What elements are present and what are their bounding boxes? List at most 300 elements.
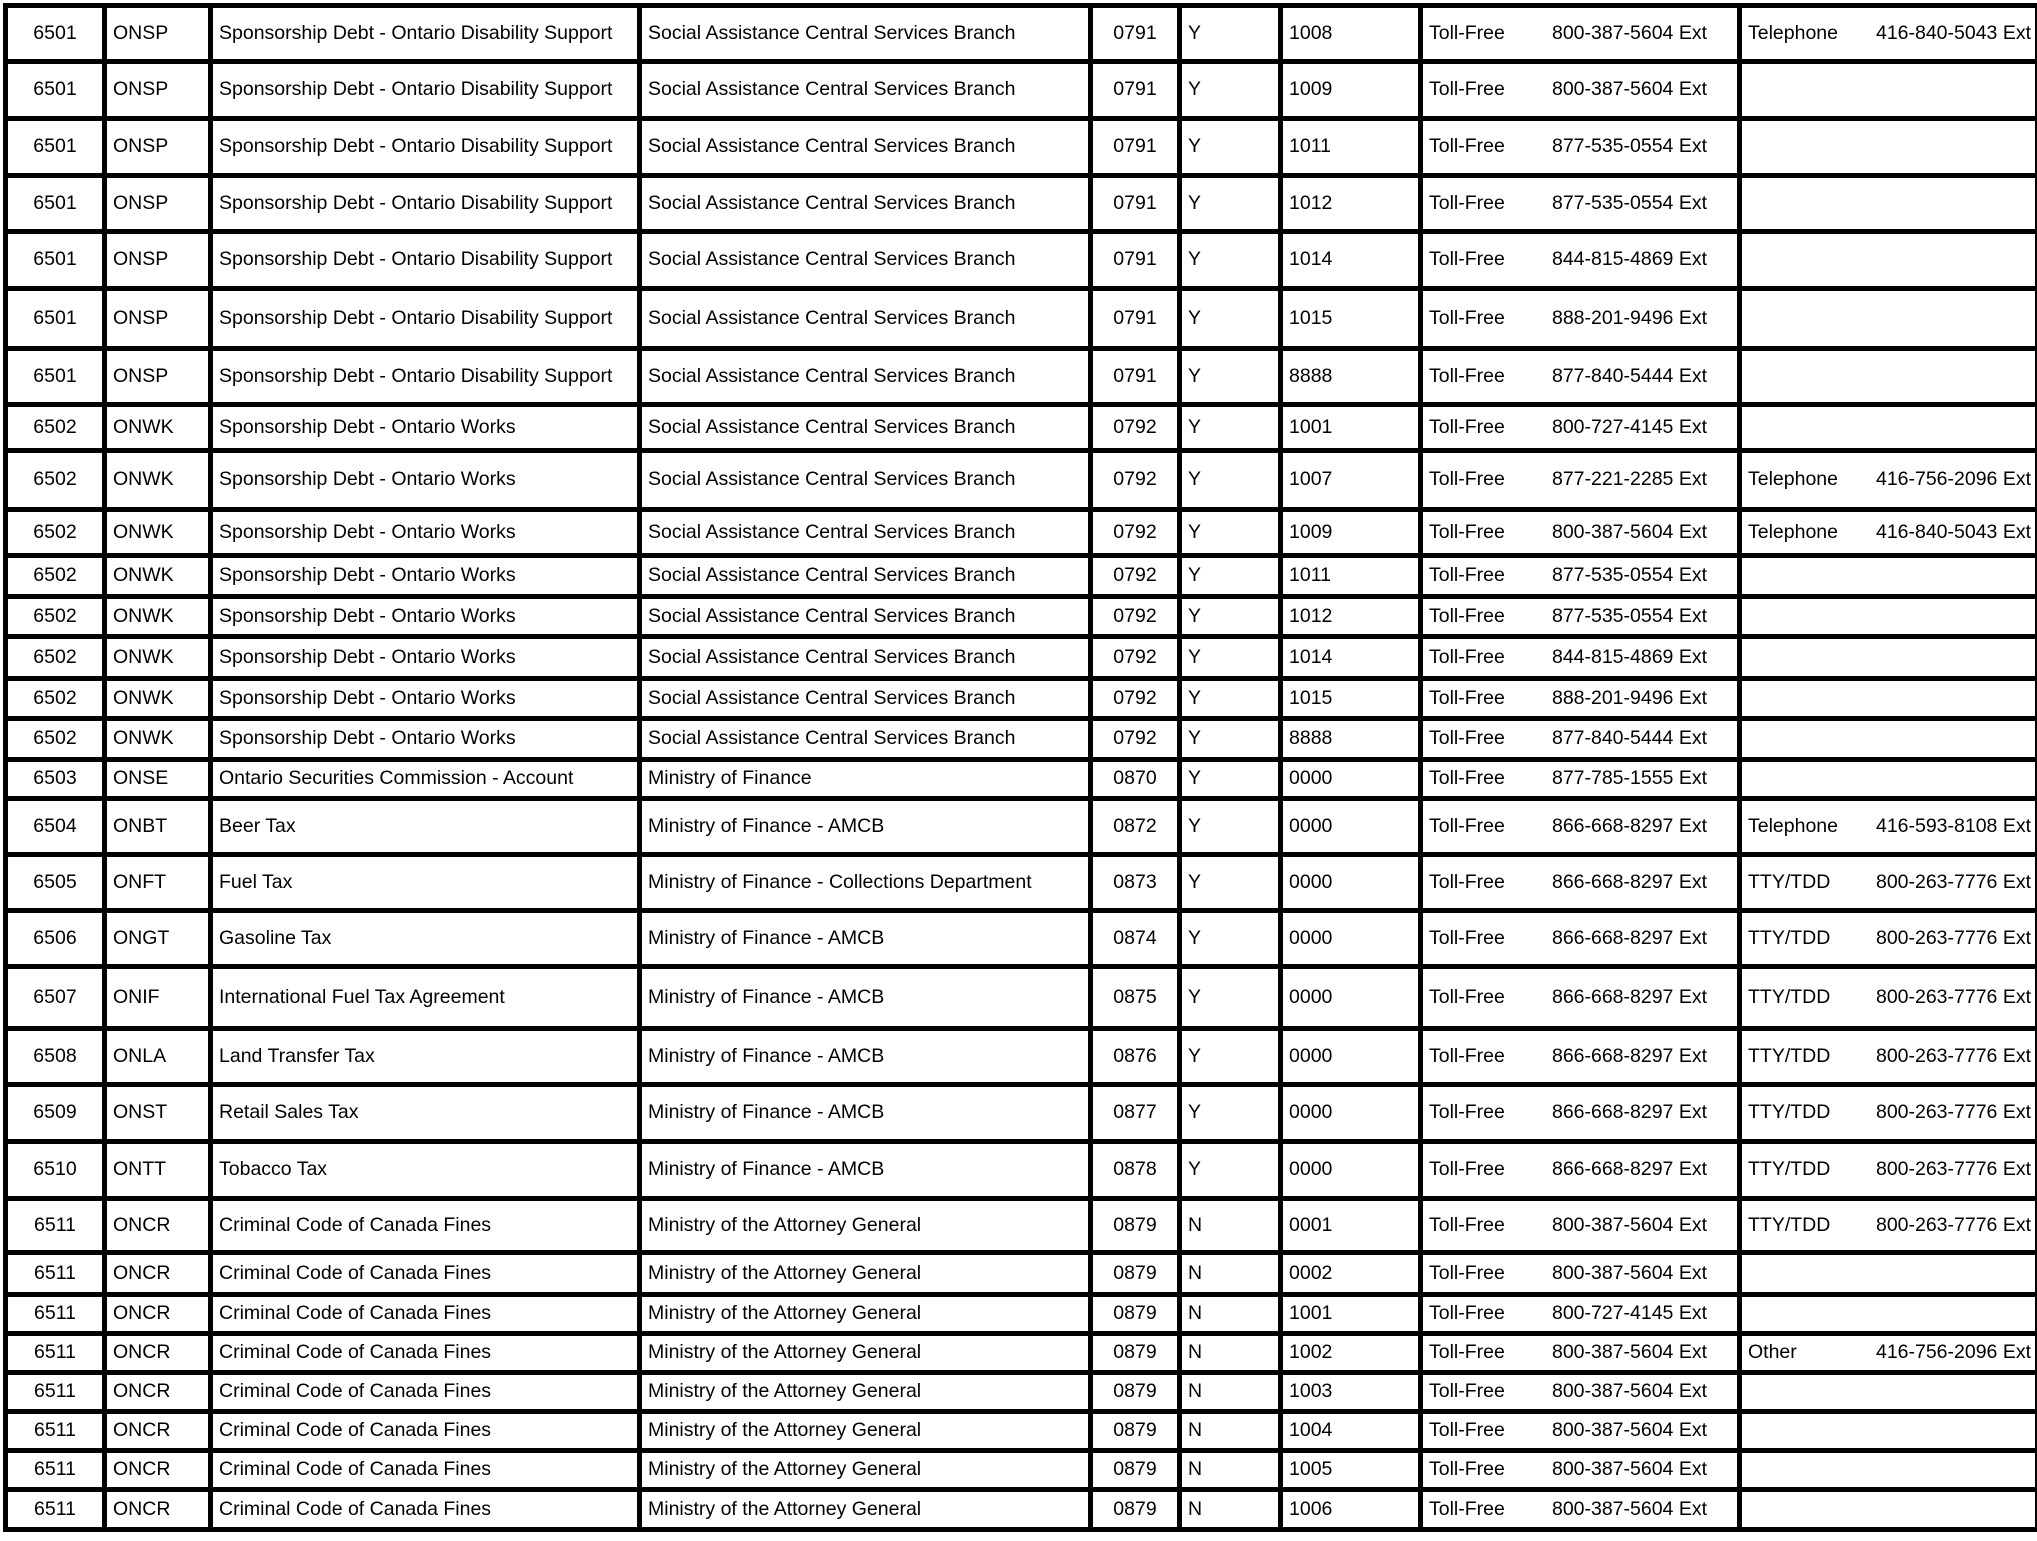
table-row (6, 176, 2037, 232)
table-row (6, 1490, 2037, 1530)
cell-primary-phone (1421, 967, 1740, 1029)
alt-phone-type: TTY/TDD (1748, 987, 1830, 1008)
cell-program-id: ONST (105, 1085, 211, 1142)
cell-extension: 1002 (1281, 1334, 1421, 1373)
cell-organization: Social Assistance Central Services Branch (640, 510, 1091, 556)
cell-extension: 1009 (1281, 62, 1421, 119)
cell-primary-phone (1421, 760, 1740, 799)
cell-description: Criminal Code of Canada Fines (211, 1412, 640, 1451)
alt-phone-number: 416-593-8108 Ext (1876, 816, 2031, 837)
primary-phone-number: 800-727-4145 Ext (1552, 1303, 1707, 1324)
cell-alt-phone-wrap (1748, 928, 2035, 949)
cell-organization: Ministry of the Attorney General (640, 1373, 1091, 1412)
primary-phone-type: Toll-Free (1429, 565, 1505, 586)
cell-primary-phone-wrap (1429, 79, 1737, 100)
alt-phone-number: 800-263-7776 Ext (1876, 987, 2031, 1008)
cell-organization: Ministry of the Attorney General (640, 1199, 1091, 1253)
cell-flag: Y (1180, 176, 1281, 232)
table-row (6, 556, 2037, 597)
cell-office-code: 0792 (1091, 556, 1180, 597)
cell-extension: 1004 (1281, 1412, 1421, 1451)
cell-program-id: ONSP (105, 119, 211, 176)
cell-primary-phone (1421, 289, 1740, 349)
cell-organization: Social Assistance Central Services Branch (640, 289, 1091, 349)
cell-primary-phone-wrap (1429, 647, 1737, 668)
records-table (3, 3, 2037, 1532)
cell-program-id: ONCR (105, 1253, 211, 1295)
cell-alt-phone-wrap (1748, 816, 2035, 837)
cell-flag: N (1180, 1412, 1281, 1451)
cell-alt-phone (1740, 911, 2037, 967)
cell-alt-phone (1740, 799, 2037, 855)
cell-primary-phone (1421, 119, 1740, 176)
table-row (6, 799, 2037, 855)
cell-organization: Ministry of the Attorney General (640, 1253, 1091, 1295)
cell-extension: 1012 (1281, 176, 1421, 232)
cell-record-code: 6501 (6, 119, 105, 176)
table-row (6, 349, 2037, 405)
table-row (6, 855, 2037, 911)
table-row (6, 1085, 2037, 1142)
cell-organization: Ministry of Finance (640, 760, 1091, 799)
cell-alt-phone (1740, 405, 2037, 451)
cell-extension: 0002 (1281, 1253, 1421, 1295)
cell-alt-phone (1740, 176, 2037, 232)
cell-alt-phone-wrap (1748, 522, 2035, 543)
cell-extension: 1003 (1281, 1373, 1421, 1412)
cell-organization: Social Assistance Central Services Branch (640, 349, 1091, 405)
cell-program-id: ONLA (105, 1029, 211, 1085)
table-row (6, 451, 2037, 510)
cell-organization: Social Assistance Central Services Branch (640, 405, 1091, 451)
cell-program-id: ONWK (105, 597, 211, 637)
cell-organization: Social Assistance Central Services Branch (640, 6, 1091, 62)
cell-description: Ontario Securities Commission - Account (211, 760, 640, 799)
cell-office-code: 0792 (1091, 637, 1180, 679)
primary-phone-type: Toll-Free (1429, 1159, 1505, 1180)
primary-phone-number: 877-535-0554 Ext (1552, 193, 1707, 214)
cell-alt-phone-wrap (1748, 469, 2035, 490)
cell-primary-phone (1421, 637, 1740, 679)
alt-phone-number: 416-840-5043 Ext (1876, 23, 2031, 44)
cell-primary-phone (1421, 405, 1740, 451)
cell-extension: 1011 (1281, 119, 1421, 176)
cell-alt-phone (1740, 1451, 2037, 1490)
cell-office-code: 0876 (1091, 1029, 1180, 1085)
primary-phone-type: Toll-Free (1429, 1102, 1505, 1123)
cell-alt-phone (1740, 556, 2037, 597)
cell-program-id: ONSP (105, 232, 211, 289)
cell-organization: Social Assistance Central Services Branch (640, 556, 1091, 597)
cell-organization: Social Assistance Central Services Branch (640, 232, 1091, 289)
cell-primary-phone (1421, 911, 1740, 967)
cell-primary-phone-wrap (1429, 522, 1737, 543)
cell-extension: 0001 (1281, 1199, 1421, 1253)
primary-phone-number: 800-387-5604 Ext (1552, 1381, 1707, 1402)
cell-primary-phone (1421, 1142, 1740, 1199)
cell-organization: Ministry of Finance - AMCB (640, 967, 1091, 1029)
cell-office-code: 0874 (1091, 911, 1180, 967)
cell-primary-phone-wrap (1429, 1303, 1737, 1324)
cell-program-id: ONBT (105, 799, 211, 855)
primary-phone-type: Toll-Free (1429, 1381, 1505, 1402)
cell-primary-phone-wrap (1429, 1159, 1737, 1180)
table-row (6, 1142, 2037, 1199)
cell-primary-phone-wrap (1429, 928, 1737, 949)
cell-primary-phone (1421, 1295, 1740, 1334)
cell-office-code: 0879 (1091, 1373, 1180, 1412)
cell-primary-phone (1421, 176, 1740, 232)
alt-phone-type: Other (1748, 1342, 1797, 1363)
cell-alt-phone (1740, 637, 2037, 679)
cell-organization: Social Assistance Central Services Branch (640, 719, 1091, 760)
cell-record-code: 6501 (6, 176, 105, 232)
cell-program-id: ONWK (105, 405, 211, 451)
cell-description: Gasoline Tax (211, 911, 640, 967)
primary-phone-type: Toll-Free (1429, 522, 1505, 543)
cell-organization: Ministry of the Attorney General (640, 1334, 1091, 1373)
primary-phone-type: Toll-Free (1429, 688, 1505, 709)
alt-phone-type: TTY/TDD (1748, 1102, 1830, 1123)
cell-description: Sponsorship Debt - Ontario Works (211, 637, 640, 679)
cell-primary-phone-wrap (1429, 136, 1737, 157)
table-row (6, 6, 2037, 62)
cell-record-code: 6502 (6, 679, 105, 719)
cell-primary-phone (1421, 1412, 1740, 1451)
cell-program-id: ONCR (105, 1490, 211, 1530)
cell-flag: Y (1180, 62, 1281, 119)
cell-alt-phone (1740, 1142, 2037, 1199)
cell-program-id: ONFT (105, 855, 211, 911)
alt-phone-type: Telephone (1748, 522, 1838, 543)
cell-record-code: 6502 (6, 451, 105, 510)
cell-program-id: ONSP (105, 62, 211, 119)
cell-extension: 1014 (1281, 637, 1421, 679)
cell-record-code: 6511 (6, 1295, 105, 1334)
cell-program-id: ONCR (105, 1412, 211, 1451)
table-row (6, 1253, 2037, 1295)
cell-office-code: 0877 (1091, 1085, 1180, 1142)
cell-organization: Social Assistance Central Services Branch (640, 597, 1091, 637)
cell-alt-phone (1740, 1029, 2037, 1085)
cell-primary-phone-wrap (1429, 987, 1737, 1008)
cell-record-code: 6503 (6, 760, 105, 799)
primary-phone-type: Toll-Free (1429, 768, 1505, 789)
primary-phone-type: Toll-Free (1429, 308, 1505, 329)
alt-phone-type: Telephone (1748, 23, 1838, 44)
cell-primary-phone-wrap (1429, 1046, 1737, 1067)
cell-office-code: 0879 (1091, 1199, 1180, 1253)
cell-description: Land Transfer Tax (211, 1029, 640, 1085)
cell-record-code: 6511 (6, 1253, 105, 1295)
cell-record-code: 6511 (6, 1451, 105, 1490)
cell-primary-phone-wrap (1429, 816, 1737, 837)
cell-organization: Ministry of the Attorney General (640, 1451, 1091, 1490)
alt-phone-type: TTY/TDD (1748, 1159, 1830, 1180)
cell-office-code: 0791 (1091, 232, 1180, 289)
cell-primary-phone (1421, 1085, 1740, 1142)
cell-extension: 1001 (1281, 1295, 1421, 1334)
cell-flag: Y (1180, 597, 1281, 637)
table-row (6, 1373, 2037, 1412)
table-row (6, 510, 2037, 556)
table-row (6, 719, 2037, 760)
cell-primary-phone (1421, 232, 1740, 289)
cell-description: Sponsorship Debt - Ontario Works (211, 556, 640, 597)
cell-organization: Ministry of the Attorney General (640, 1412, 1091, 1451)
cell-description: Sponsorship Debt - Ontario Disability Support (211, 232, 640, 289)
cell-alt-phone-wrap (1748, 1215, 2035, 1236)
cell-alt-phone (1740, 967, 2037, 1029)
alt-phone-number: 800-263-7776 Ext (1876, 1215, 2031, 1236)
cell-extension: 8888 (1281, 349, 1421, 405)
cell-primary-phone-wrap (1429, 366, 1737, 387)
cell-extension: 1011 (1281, 556, 1421, 597)
cell-primary-phone-wrap (1429, 193, 1737, 214)
alt-phone-number: 800-263-7776 Ext (1876, 872, 2031, 893)
primary-phone-type: Toll-Free (1429, 606, 1505, 627)
primary-phone-number: 866-668-8297 Ext (1552, 816, 1707, 837)
cell-alt-phone (1740, 349, 2037, 405)
cell-program-id: ONCR (105, 1199, 211, 1253)
cell-organization: Ministry of Finance - AMCB (640, 1029, 1091, 1085)
table-row (6, 679, 2037, 719)
cell-primary-phone (1421, 1199, 1740, 1253)
cell-office-code: 0791 (1091, 6, 1180, 62)
table-row (6, 967, 2037, 1029)
cell-alt-phone (1740, 679, 2037, 719)
cell-office-code: 0791 (1091, 289, 1180, 349)
cell-flag: N (1180, 1451, 1281, 1490)
cell-alt-phone (1740, 1490, 2037, 1530)
cell-office-code: 0872 (1091, 799, 1180, 855)
cell-program-id: ONTT (105, 1142, 211, 1199)
cell-flag: Y (1180, 349, 1281, 405)
cell-alt-phone (1740, 510, 2037, 556)
primary-phone-type: Toll-Free (1429, 366, 1505, 387)
cell-program-id: ONSP (105, 349, 211, 405)
cell-flag: Y (1180, 556, 1281, 597)
cell-flag: Y (1180, 637, 1281, 679)
primary-phone-number: 877-535-0554 Ext (1552, 606, 1707, 627)
cell-primary-phone-wrap (1429, 1381, 1737, 1402)
cell-primary-phone-wrap (1429, 249, 1737, 270)
primary-phone-number: 877-535-0554 Ext (1552, 565, 1707, 586)
primary-phone-type: Toll-Free (1429, 79, 1505, 100)
primary-phone-number: 866-668-8297 Ext (1552, 1159, 1707, 1180)
primary-phone-number: 800-387-5604 Ext (1552, 1420, 1707, 1441)
cell-office-code: 0792 (1091, 597, 1180, 637)
cell-primary-phone-wrap (1429, 469, 1737, 490)
cell-flag: N (1180, 1295, 1281, 1334)
cell-office-code: 0879 (1091, 1490, 1180, 1530)
alt-phone-number: 416-840-5043 Ext (1876, 522, 2031, 543)
cell-extension: 1012 (1281, 597, 1421, 637)
primary-phone-number: 866-668-8297 Ext (1552, 987, 1707, 1008)
cell-organization: Social Assistance Central Services Branch (640, 176, 1091, 232)
cell-office-code: 0878 (1091, 1142, 1180, 1199)
cell-alt-phone (1740, 1253, 2037, 1295)
primary-phone-type: Toll-Free (1429, 249, 1505, 270)
cell-primary-phone-wrap (1429, 1102, 1737, 1123)
cell-record-code: 6510 (6, 1142, 105, 1199)
cell-primary-phone (1421, 719, 1740, 760)
cell-record-code: 6511 (6, 1373, 105, 1412)
cell-organization: Social Assistance Central Services Branch (640, 679, 1091, 719)
cell-primary-phone-wrap (1429, 417, 1737, 438)
cell-extension: 0000 (1281, 1029, 1421, 1085)
primary-phone-number: 800-387-5604 Ext (1552, 1499, 1707, 1520)
cell-primary-phone-wrap (1429, 23, 1737, 44)
cell-primary-phone-wrap (1429, 728, 1737, 749)
cell-record-code: 6502 (6, 719, 105, 760)
cell-program-id: ONSE (105, 760, 211, 799)
table-row (6, 1451, 2037, 1490)
cell-flag: Y (1180, 119, 1281, 176)
cell-alt-phone (1740, 6, 2037, 62)
cell-organization: Ministry of Finance - AMCB (640, 911, 1091, 967)
table-row (6, 637, 2037, 679)
primary-phone-number: 877-840-5444 Ext (1552, 728, 1707, 749)
cell-flag: Y (1180, 719, 1281, 760)
primary-phone-number: 877-785-1555 Ext (1552, 768, 1707, 789)
primary-phone-number: 866-668-8297 Ext (1552, 1102, 1707, 1123)
cell-record-code: 6501 (6, 62, 105, 119)
cell-program-id: ONSP (105, 176, 211, 232)
primary-phone-number: 800-387-5604 Ext (1552, 1263, 1707, 1284)
cell-extension: 0000 (1281, 760, 1421, 799)
cell-organization: Ministry of Finance - AMCB (640, 799, 1091, 855)
cell-description: Sponsorship Debt - Ontario Disability Support (211, 349, 640, 405)
cell-description: Sponsorship Debt - Ontario Works (211, 405, 640, 451)
alt-phone-number: 800-263-7776 Ext (1876, 1046, 2031, 1067)
cell-record-code: 6501 (6, 6, 105, 62)
cell-alt-phone (1740, 760, 2037, 799)
cell-primary-phone (1421, 556, 1740, 597)
cell-alt-phone (1740, 451, 2037, 510)
primary-phone-type: Toll-Free (1429, 1342, 1505, 1363)
cell-extension: 1015 (1281, 289, 1421, 349)
cell-office-code: 0792 (1091, 510, 1180, 556)
cell-extension: 8888 (1281, 719, 1421, 760)
cell-record-code: 6502 (6, 405, 105, 451)
cell-record-code: 6505 (6, 855, 105, 911)
alt-phone-number: 800-263-7776 Ext (1876, 1102, 2031, 1123)
primary-phone-type: Toll-Free (1429, 1499, 1505, 1520)
alt-phone-type: TTY/TDD (1748, 872, 1830, 893)
cell-alt-phone (1740, 1412, 2037, 1451)
cell-alt-phone-wrap (1748, 1159, 2035, 1180)
primary-phone-number: 888-201-9496 Ext (1552, 308, 1707, 329)
cell-record-code: 6502 (6, 637, 105, 679)
cell-extension: 1014 (1281, 232, 1421, 289)
cell-primary-phone-wrap (1429, 688, 1737, 709)
cell-program-id: ONWK (105, 637, 211, 679)
cell-program-id: ONCR (105, 1295, 211, 1334)
cell-description: Sponsorship Debt - Ontario Disability Support (211, 176, 640, 232)
primary-phone-type: Toll-Free (1429, 136, 1505, 157)
cell-extension: 1006 (1281, 1490, 1421, 1530)
cell-primary-phone (1421, 679, 1740, 719)
primary-phone-type: Toll-Free (1429, 928, 1505, 949)
cell-primary-phone (1421, 62, 1740, 119)
table-row (6, 1029, 2037, 1085)
alt-phone-number: 800-263-7776 Ext (1876, 928, 2031, 949)
cell-alt-phone (1740, 719, 2037, 760)
primary-phone-type: Toll-Free (1429, 1046, 1505, 1067)
cell-organization: Social Assistance Central Services Branch (640, 637, 1091, 679)
cell-program-id: ONIF (105, 967, 211, 1029)
cell-flag: Y (1180, 855, 1281, 911)
primary-phone-number: 877-535-0554 Ext (1552, 136, 1707, 157)
primary-phone-number: 800-387-5604 Ext (1552, 1215, 1707, 1236)
cell-office-code: 0879 (1091, 1253, 1180, 1295)
cell-program-id: ONWK (105, 556, 211, 597)
cell-primary-phone-wrap (1429, 1499, 1737, 1520)
cell-flag: Y (1180, 1142, 1281, 1199)
cell-office-code: 0791 (1091, 176, 1180, 232)
table-row (6, 405, 2037, 451)
primary-phone-type: Toll-Free (1429, 1263, 1505, 1284)
cell-program-id: ONWK (105, 451, 211, 510)
cell-primary-phone (1421, 1490, 1740, 1530)
records-table-body (6, 6, 2037, 1530)
cell-primary-phone-wrap (1429, 1215, 1737, 1236)
cell-primary-phone-wrap (1429, 565, 1737, 586)
cell-description: International Fuel Tax Agreement (211, 967, 640, 1029)
cell-description: Sponsorship Debt - Ontario Works (211, 597, 640, 637)
cell-alt-phone-wrap (1748, 23, 2035, 44)
cell-alt-phone-wrap (1748, 1342, 2035, 1363)
cell-flag: Y (1180, 967, 1281, 1029)
cell-organization: Social Assistance Central Services Branch (640, 62, 1091, 119)
primary-phone-type: Toll-Free (1429, 816, 1505, 837)
cell-description: Criminal Code of Canada Fines (211, 1451, 640, 1490)
cell-program-id: ONWK (105, 679, 211, 719)
cell-description: Retail Sales Tax (211, 1085, 640, 1142)
cell-primary-phone-wrap (1429, 1459, 1737, 1480)
cell-alt-phone (1740, 62, 2037, 119)
alt-phone-type: Telephone (1748, 816, 1838, 837)
cell-flag: Y (1180, 799, 1281, 855)
cell-flag: Y (1180, 6, 1281, 62)
cell-primary-phone (1421, 1334, 1740, 1373)
cell-extension: 1007 (1281, 451, 1421, 510)
cell-flag: Y (1180, 1085, 1281, 1142)
cell-flag: N (1180, 1199, 1281, 1253)
table-row (6, 1199, 2037, 1253)
alt-phone-type: TTY/TDD (1748, 1046, 1830, 1067)
cell-extension: 1008 (1281, 6, 1421, 62)
table-row (6, 911, 2037, 967)
cell-record-code: 6506 (6, 911, 105, 967)
table-row (6, 1334, 2037, 1373)
table-row (6, 760, 2037, 799)
primary-phone-number: 800-387-5604 Ext (1552, 1459, 1707, 1480)
cell-description: Criminal Code of Canada Fines (211, 1253, 640, 1295)
cell-record-code: 6509 (6, 1085, 105, 1142)
cell-description: Criminal Code of Canada Fines (211, 1199, 640, 1253)
table-row (6, 289, 2037, 349)
cell-extension: 0000 (1281, 1142, 1421, 1199)
cell-alt-phone (1740, 232, 2037, 289)
cell-alt-phone-wrap (1748, 1102, 2035, 1123)
cell-description: Sponsorship Debt - Ontario Works (211, 719, 640, 760)
cell-primary-phone (1421, 349, 1740, 405)
primary-phone-number: 866-668-8297 Ext (1552, 872, 1707, 893)
cell-record-code: 6501 (6, 232, 105, 289)
cell-organization: Ministry of Finance - AMCB (640, 1142, 1091, 1199)
